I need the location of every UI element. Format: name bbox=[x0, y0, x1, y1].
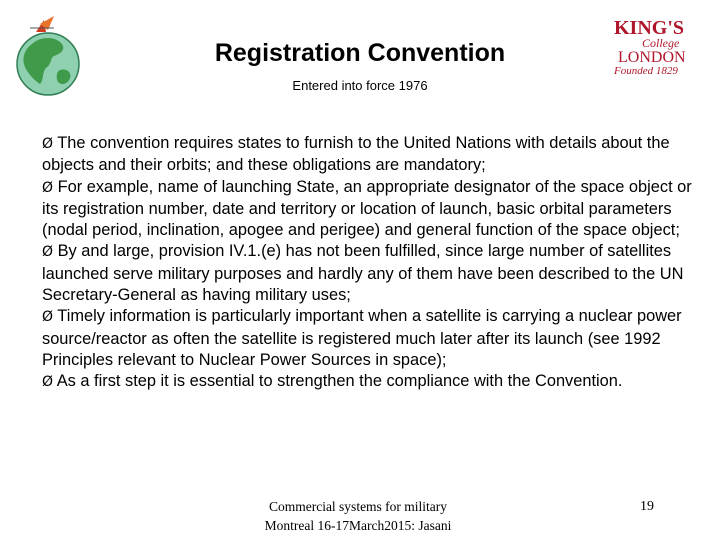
bullet-item: Ø The convention requires states to furnish to the United Nations with details about the objects and their orbits; and these obligations are mandatory; bbox=[42, 134, 670, 175]
bullet-item: Ø By and large, provision IV.1.(e) has not been fulfilled, since large number of satellites launched serve military purposes and hardly any of them have been described to the UN Secretary-General as having military uses; bbox=[42, 242, 684, 305]
page-subtitle: Entered into force 1976 bbox=[292, 78, 428, 93]
footer-line-1: Commercial systems for military bbox=[268, 499, 448, 514]
svg-text:LONDON: LONDON bbox=[618, 49, 686, 66]
bullet-item: Ø As a first step it is essential to strengthen the compliance with the Convention. bbox=[42, 372, 623, 391]
bullet-arrow-icon: Ø bbox=[42, 244, 54, 261]
bullet-item: Ø For example, name of launching State, an appropriate designator of the space object or its registration number, date and territory or location of launch, basic orbital parameters (nodal period, inclination, apogee and perigee) and general function of the space object; bbox=[42, 177, 692, 240]
page-number: 19 bbox=[640, 499, 654, 514]
svg-text:KING'S: KING'S bbox=[614, 17, 685, 39]
bullet-arrow-icon: Ø bbox=[42, 374, 54, 391]
svg-text:College: College bbox=[642, 36, 680, 50]
bullet-arrow-icon: Ø bbox=[42, 179, 54, 196]
bullet-arrow-icon: Ø bbox=[42, 309, 54, 326]
svg-text:Founded 1829: Founded 1829 bbox=[614, 65, 678, 76]
bullet-arrow-icon: Ø bbox=[42, 136, 54, 152]
page-title: Registration Convention bbox=[214, 39, 506, 67]
bullet-item: Ø Timely information is particularly important when a satellite is carrying a nuclear power source/reactor as often the satellite is registered much later after its launch (see 1992 Principles relevant to Nuclear Power Sources in space); bbox=[42, 307, 682, 369]
footer-text bbox=[230, 497, 486, 535]
footer-line-2: Montreal 16-17March2015: Jasani bbox=[264, 518, 452, 533]
bullet-list bbox=[42, 133, 692, 394]
